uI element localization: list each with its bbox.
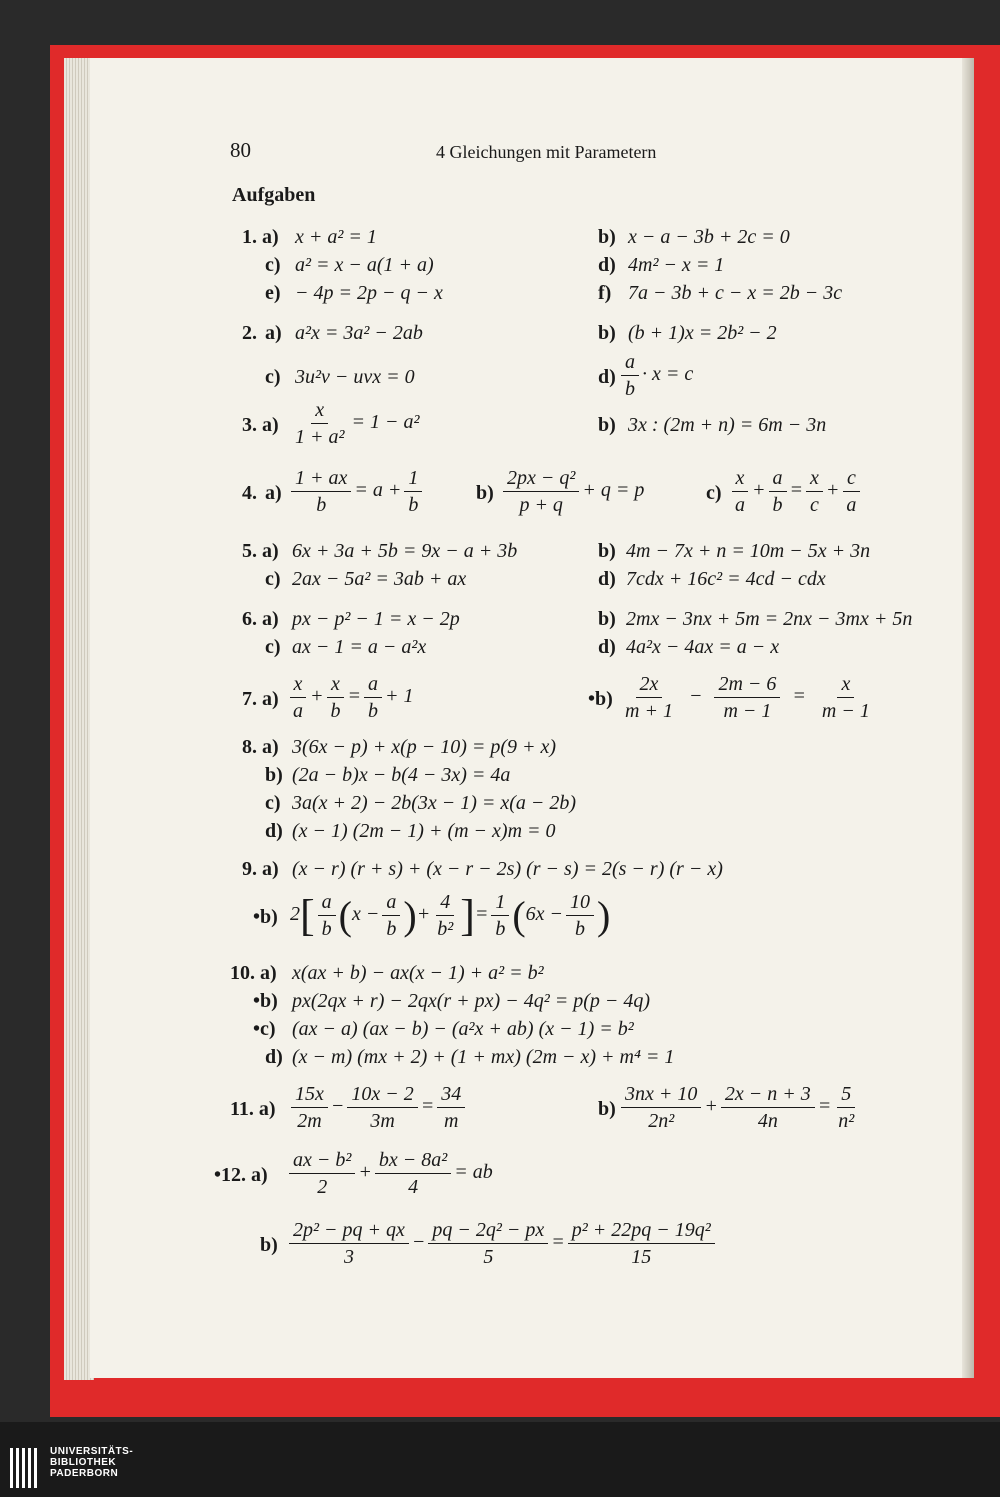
eq-12b: $\frac{\text{2p² − pq + qx}}{3}$ − $\frac{\text{pq − 2q² − px}}{5}$ = $\frac{\text{p² + 22pq − 19q²}}{15}$ <box>286 1218 718 1269</box>
eq-10b: px(2qx + r) − 2qx(r + px) − 4q² = p(p − 4q) <box>292 990 651 1012</box>
eq-4c: $\frac{x}{a}$ + $\frac{a}{b}$ = $\frac{x}{c}$ + $\frac{c}{a}$ <box>728 466 863 517</box>
eq-7a: $\frac{x}{a}$ + $\frac{x}{b}$ = $\frac{a}{b}$ + 1 <box>286 672 414 723</box>
label-5a: 5. a) <box>242 540 279 562</box>
label-5c: c) <box>265 568 281 590</box>
label-7b: •b) <box>588 688 613 710</box>
eq-1b: x − a − 3b + 2c = 0 <box>628 226 790 248</box>
page-gutter <box>962 58 974 1378</box>
label-1d: d) <box>598 254 616 276</box>
library-footer <box>0 1422 1000 1497</box>
eq-5a: 6x + 3a + 5b = 9x − a + 3b <box>292 540 518 562</box>
section-title: Aufgaben <box>232 184 316 206</box>
label-10d: d) <box>265 1046 283 1068</box>
eq-1a: x + a² = 1 <box>295 226 377 248</box>
label-2-number: 2. <box>242 322 257 344</box>
label-5d: d) <box>598 568 616 590</box>
library-name-line1: UNIVERSITÄTS- <box>50 1446 134 1457</box>
label-1f: f) <box>598 282 612 304</box>
eq-11b: $\frac{3nx + 10}{\text{2n²}}$ + $\frac{2x - n + 3}{4n}$ = $\frac{5}{\text{n²}}$ <box>618 1082 861 1133</box>
label-12a: •12. a) <box>214 1164 268 1186</box>
label-3b: b) <box>598 414 616 436</box>
eq-11a: $\frac{15x}{2m}$ − $\frac{10x - 2}{3m}$ = $\frac{34}{m}$ <box>288 1082 468 1133</box>
label-2d: d) <box>598 366 616 388</box>
eq-7b: $\frac{2x}{m + 1}$ − $\frac{2m - 6}{m - 1}$ = $\frac{x}{m - 1}$ <box>625 673 870 722</box>
label-2b: b) <box>598 322 616 344</box>
label-11a: 11. a) <box>230 1098 276 1120</box>
label-6d: d) <box>598 636 616 658</box>
eq-6a: px − p² − 1 = x − 2p <box>292 608 460 630</box>
eq-2a: a²x = 3a² − 2ab <box>295 322 423 344</box>
eq-8c: 3a(x + 2) − 2b(3x − 1) = x(a − 2b) <box>292 792 577 814</box>
eq-1f: 7a − 3b + c − x = 2b − 3c <box>628 282 843 304</box>
eq-6d: 4a²x − 4ax = a − x <box>626 636 780 658</box>
eq-6b: 2mx − 3nx + 5m = 2nx − 3mx + 5n <box>626 608 913 630</box>
eq-9a: (x − r) (r + s) + (x − r − 2s) (r − s) = 2(s − r) (r − x) <box>292 858 723 880</box>
label-9b: •b) <box>253 906 278 928</box>
label-10b: •b) <box>253 990 278 1012</box>
page-number: 80 <box>230 138 251 162</box>
label-1a: 1. a) <box>242 226 279 248</box>
label-4c: c) <box>706 482 722 504</box>
eq-3a: $\frac{x}{\text{1 + a²}}$ = 1 − a² <box>295 399 420 448</box>
library-name-line3: PADERBORN <box>50 1468 119 1479</box>
label-6b: b) <box>598 608 616 630</box>
label-11b: b) <box>598 1098 616 1120</box>
label-4b: b) <box>476 482 494 504</box>
eq-4a: $\frac{1 + ax}{b}$ = a + $\frac{1}{b}$ <box>288 466 425 517</box>
eq-8d: (x − 1) (2m − 1) + (m − x)m = 0 <box>292 820 556 842</box>
label-10c: •c) <box>253 1018 276 1040</box>
eq-5c: 2ax − 5a² = 3ab + ax <box>292 568 467 590</box>
label-5b: b) <box>598 540 616 562</box>
eq-1e: − 4p = 2p − q − x <box>295 282 443 304</box>
eq-2d: $\frac{a}{b}$ · x = c <box>618 350 693 401</box>
label-2c: c) <box>265 366 281 388</box>
label-8c: c) <box>265 792 281 814</box>
label-8a: 8. a) <box>242 736 279 758</box>
label-3a: 3. a) <box>242 414 279 436</box>
eq-12a: $\frac{\text{ax − b²}}{2}$ + $\frac{\text{bx − 8a²}}{4}$ = ab <box>286 1148 493 1199</box>
library-name-line2: BIBLIOTHEK <box>50 1457 117 1468</box>
label-1e: e) <box>265 282 281 304</box>
label-10a: 10. a) <box>230 962 277 984</box>
label-4-number: 4. <box>242 482 257 504</box>
eq-1d: 4m² − x = 1 <box>628 254 725 276</box>
eq-4b: $\frac{\text{2px − q²}}{p + q}$ + q = p <box>500 466 644 517</box>
eq-10d: (x − m) (mx + 2) + (1 + mx) (2m − x) + m⁴ = 1 <box>292 1046 675 1068</box>
library-name <box>50 1446 133 1479</box>
label-9a: 9. a) <box>242 858 279 880</box>
eq-8b: (2a − b)x − b(4 − 3x) = 4a <box>292 764 511 786</box>
eq-5d: 7cdx + 16c² = 4cd − cdx <box>626 568 826 590</box>
eq-8a: 3(6x − p) + x(p − 10) = p(9 + x) <box>292 736 557 758</box>
library-logo-icon <box>10 1448 40 1493</box>
eq-1c: a² = x − a(1 + a) <box>295 254 434 276</box>
eq-3b: 3x : (2m + n) = 6m − 3n <box>628 414 827 436</box>
eq-5b: 4m − 7x + n = 10m − 5x + 3n <box>626 540 871 562</box>
label-12b: b) <box>260 1234 278 1256</box>
eq-10a: x(ax + b) − ax(x − 1) + a² = b² <box>292 962 544 984</box>
label-8d: d) <box>265 820 283 842</box>
label-4a: a) <box>265 482 282 504</box>
eq-10c: (ax − a) (ax − b) − (a²x + ab) (x − 1) = b² <box>292 1018 634 1040</box>
label-2a: a) <box>265 322 282 344</box>
eq-2c: 3u²v − uvx = 0 <box>295 366 415 388</box>
eq-9b: 2[ $\frac{a}{b}$ (x − $\frac{a}{b}$ )+ $\frac{4}{\text{b²}}$ ]= $\frac{1}{b}$ (6x − $\frac{10}{b}$ ) <box>290 891 611 940</box>
label-1b: b) <box>598 226 616 248</box>
running-header: 4 Gleichungen mit Parametern <box>436 142 657 162</box>
label-1c: c) <box>265 254 281 276</box>
eq-2b: (b + 1)x = 2b² − 2 <box>628 322 777 344</box>
eq-6c: ax − 1 = a − a²x <box>292 636 427 658</box>
label-6a: 6. a) <box>242 608 279 630</box>
label-8b: b) <box>265 764 283 786</box>
label-6c: c) <box>265 636 281 658</box>
label-7a: 7. a) <box>242 688 279 710</box>
